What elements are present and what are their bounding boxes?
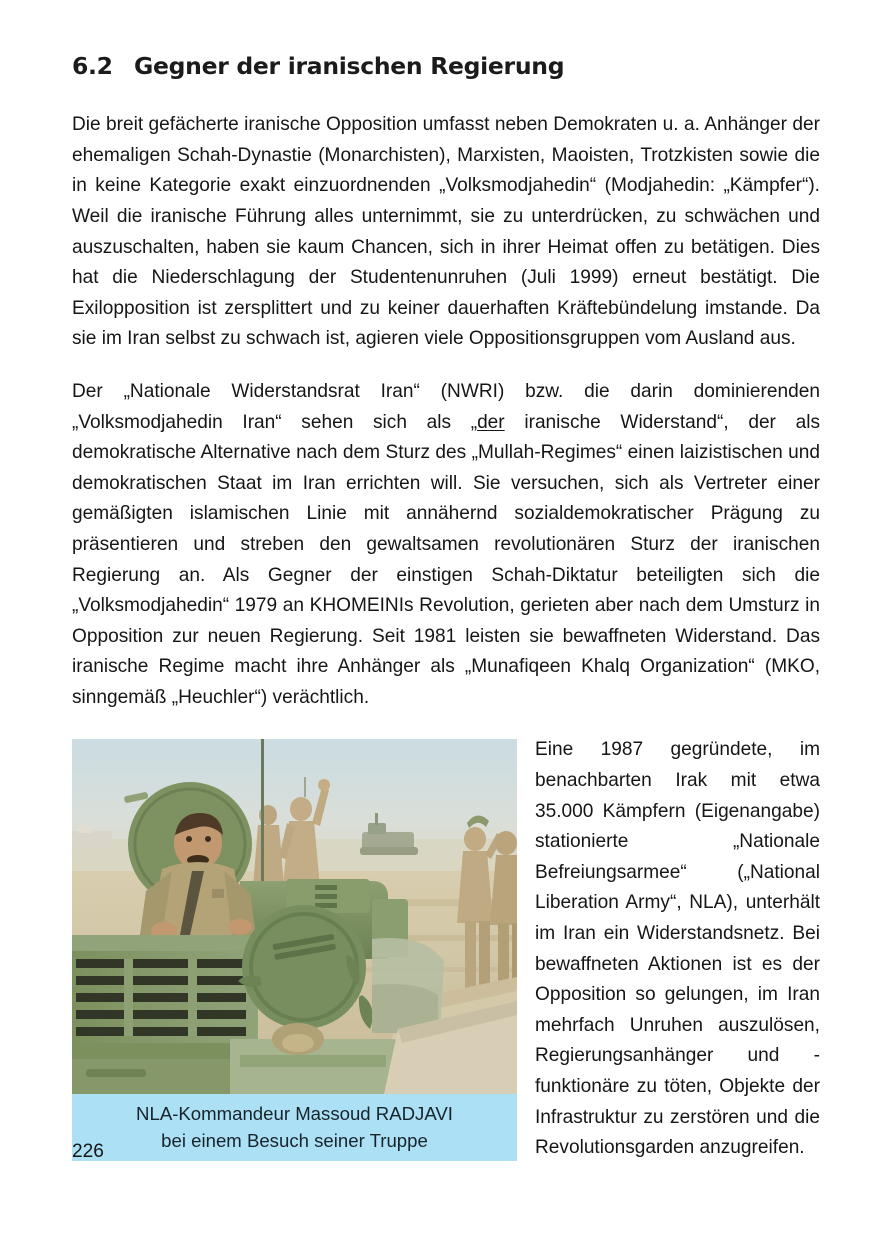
paragraph-1: Die breit gefächerte iranische Opposition umfasst neben Demokraten u. a. Anhänger der ehemaligen Schah-Dynastie (Monarchisten), Marxisten, Maoisten, Trotzkisten sowie die in keine Kategorie exakt einzuordnenden „Volksmodjahedin“ (Modjahedin: „Kämpfer“). Weil die iranische Führung alles unternimmt, sie zu unterdrücken, zu schwächen und auszuschalten, haben sie kaum Chancen, sich in ihrer Heimat offen zu betätigen. Dies hat die Niederschlagung der Studentenunruhen (Juli 1999) erneut bestätigt. Die Exilopposition ist zersplittert und zu keiner dauerhaften Kräftebündelung imstande. Da sie im Iran selbst zu schwach ist, agieren viele Oppositionsgruppen vom Ausland aus. — [72, 114, 820, 350]
photo-illustration — [72, 739, 517, 1094]
caption-line-1: NLA-Kommandeur Massoud RADJAVI — [136, 1103, 453, 1125]
paragraph-2 — [72, 377, 820, 714]
paragraph-2-part-2: iranische Widerstand“, der als demokratische Alternative nach dem Sturz des „Mullah-Regimes“ einen laizistischen und demokratischen Staat im Iran errichten will. Sie versuchen, sich als Vertreter einer gemäßigten islamischen Linie mit annähernd sozialdemokratischer Prägung zu präsentieren und streben den gewaltsamen revolutionären Sturz der iranischen Regierung an. Als Gegner der einstigen Schah-Diktatur beteiligten sich die „Volksmodjahedin“ 1979 an KHOMEINIs Revolution, gerieten aber nach dem Umsturz in Opposition zur neuen Regierung. Seit 1981 leisten sie bewaffneten Widerstand. Das iranische Regime macht ihre Anhänger als „Munafiqeen Khalq Organization“ (MKO, sinngemäß „Heuchler“) verächtlich. — [72, 411, 820, 708]
page-number: 226 — [72, 1141, 104, 1162]
figure-nla-commander — [72, 739, 517, 1161]
figure-caption — [72, 1094, 517, 1161]
section-title: Gegner der iranischen Regierung — [134, 52, 565, 80]
section-number: 6.2 — [72, 52, 113, 80]
page-title — [72, 52, 820, 80]
emphasis-der: der — [477, 411, 505, 433]
paragraph-2-part-1: Der „Nationale Widerstandsrat Iran“ (NWRI) bzw. die darin dominierenden „Volksmodjahedin Iran“ sehen sich als „ — [72, 380, 820, 433]
photo-nla-commander — [72, 739, 517, 1094]
page-content — [72, 52, 820, 1167]
paragraph-3: Eine 1987 gegründete, im benachbarten Irak mit etwa 35.000 Kämpfern (Eigenangabe) stationierte „Nationale Befreiungsarmee“ („National Liberation Army“, NLA), unterhält im Iran ein Widerstandsnetz. Bei bewaffneten Aktionen ist es der Opposition so gelungen, im Iran mehrfach Unruhen auszulösen, Regierungsanhänger und -funktionäre zu töten, Objekte der Infrastruktur zu zerstören und die Revolutionsgarden anzugreifen. — [535, 739, 820, 1159]
caption-line-2: bei einem Besuch seiner Truppe — [161, 1130, 428, 1152]
